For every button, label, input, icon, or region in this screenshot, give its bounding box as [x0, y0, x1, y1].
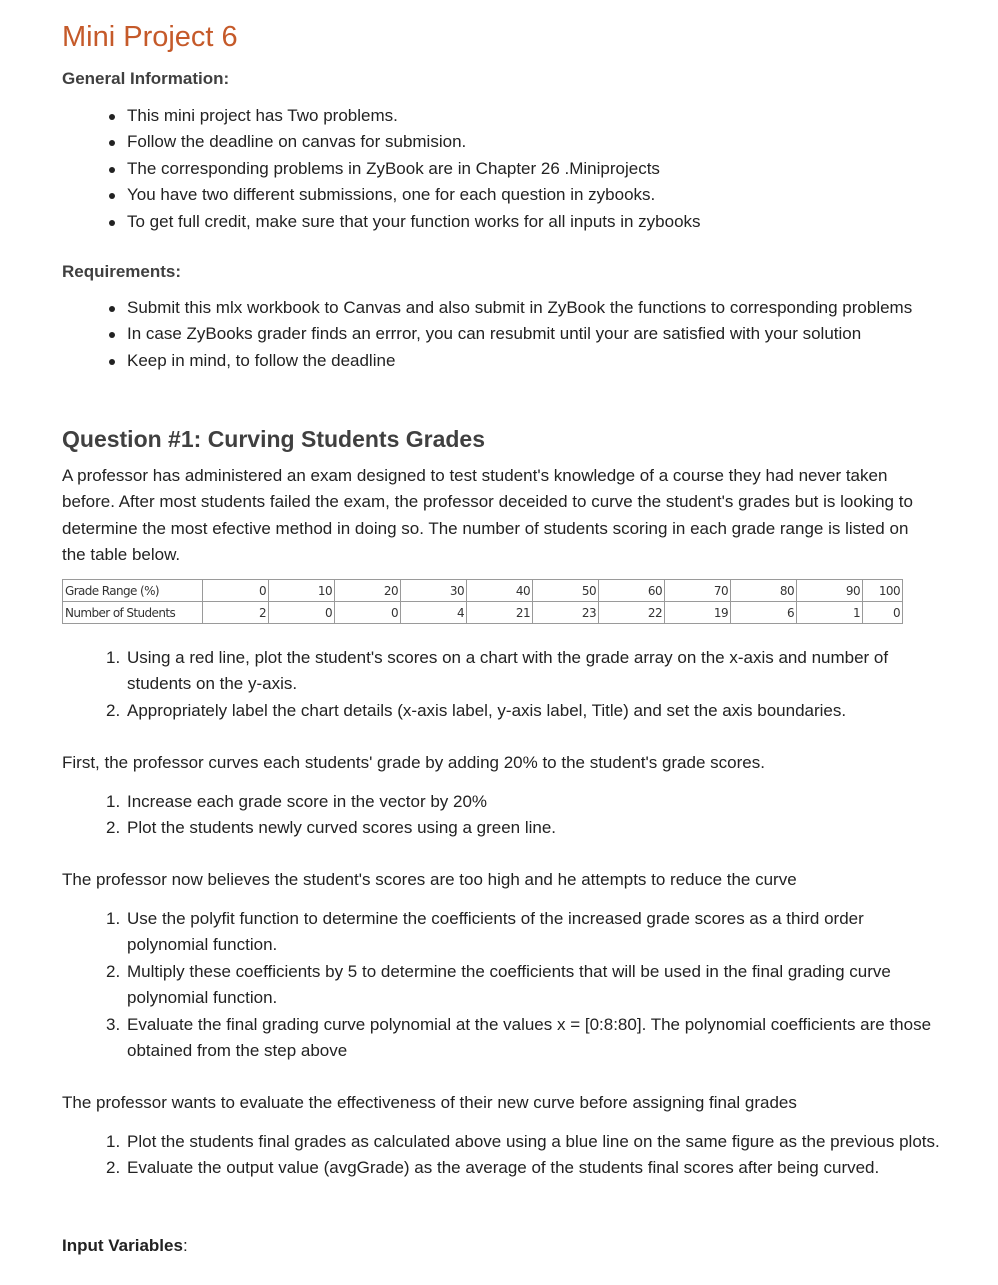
table-cell: 0 [269, 602, 335, 624]
page-title: Mini Project 6 [62, 21, 238, 53]
table-row [63, 602, 903, 624]
table-row [63, 580, 903, 602]
table-cell: 22 [599, 602, 665, 624]
list-item: The corresponding problems in ZyBook are in Chapter 26 .Miniprojects [62, 156, 942, 182]
list-item: 1. Increase each grade score in the vector by 20% [106, 792, 488, 811]
list-item: You have two different submissions, one for each question in zybooks. [62, 182, 942, 208]
table-cell: 4 [401, 602, 467, 624]
table-cell: 0 [863, 602, 903, 624]
grade-table [62, 579, 903, 624]
table-row-label: Number of Students [63, 602, 203, 624]
list-item: 1. Using a red line, plot the student's scores on a chart with the grade array on the x-axis and number of students on the y-axis. [106, 648, 889, 694]
table-cell: 6 [731, 602, 797, 624]
requirements-list [62, 295, 922, 374]
steps-list-1 [62, 645, 942, 724]
table-cell: 19 [665, 602, 731, 624]
list-item: 1. Use the polyfit function to determine the coefficients of the increased grade scores as a third order polynomial function. [106, 909, 864, 955]
table-cell: 40 [467, 580, 533, 602]
question-title: Question #1: Curving Students Grades [62, 426, 486, 452]
list-item: This mini project has Two problems. [62, 103, 942, 129]
list-item: 2. Appropriately label the chart details (x-axis label, y-axis label, Title) and set the axis boundaries. [106, 700, 847, 720]
list-item: 3. Evaluate the final grading curve polynomial at the values x = [0:8:80]. The polynomial coefficients are those obtained from the step above [106, 1014, 932, 1061]
table-cell: 30 [401, 580, 467, 602]
table-cell: 20 [335, 580, 401, 602]
table-cell: 0 [203, 580, 269, 602]
requirements-heading: Requirements: [62, 262, 182, 281]
table-cell: 70 [665, 580, 731, 602]
steps-list-2 [62, 789, 942, 842]
table-cell: 0 [335, 602, 401, 624]
list-item: In case ZyBooks grader finds an errror, you can resubmit until your are satisfied with your solution [62, 321, 922, 347]
table-cell: 80 [731, 580, 797, 602]
table-cell: 1 [797, 602, 863, 624]
list-item: Submit this mlx workbook to Canvas and also submit in ZyBook the functions to corresponding problems [62, 295, 922, 321]
list-item: 2. Evaluate the output value (avgGrade) as the average of the students final scores after being curved. [106, 1158, 880, 1178]
paragraph-curve-add: First, the professor curves each students' grade by adding 20% to the student's grade scores. [62, 753, 765, 772]
general-info-list [62, 103, 942, 235]
general-info-heading: General Information: [62, 69, 230, 88]
table-cell: 90 [797, 580, 863, 602]
table-cell: 10 [269, 580, 335, 602]
list-item: 2. Plot the students newly curved scores using a green line. [106, 818, 557, 838]
list-item: Keep in mind, to follow the deadline [62, 348, 922, 374]
table-cell: 21 [467, 602, 533, 624]
list-item: To get full credit, make sure that your function works for all inputs in zybooks [62, 209, 942, 235]
table-cell: 60 [599, 580, 665, 602]
question-intro: A professor has administered an exam designed to test student's knowledge of a course they had never taken before. After most students failed the exam, the professor deceided to curve the student's grades but is looking to determine the most efective method in doing so. The number of students scoring in each grade range is listed on the table below. [62, 466, 913, 565]
list-item: Follow the deadline on canvas for submision. [62, 129, 942, 155]
paragraph-reduce-curve: The professor now believes the student's scores are too high and he attempts to reduce the curve [62, 870, 797, 889]
table-cell: 2 [203, 602, 269, 624]
paragraph-evaluate: The professor wants to evaluate the effectiveness of their new curve before assigning final grades [62, 1093, 797, 1112]
table-row-label: Grade Range (%) [63, 580, 203, 602]
steps-list-4 [62, 1129, 942, 1182]
steps-list-3 [62, 906, 942, 1064]
table-cell: 100 [863, 580, 903, 602]
input-variables-label: Input Variables: [62, 1236, 188, 1255]
table-cell: 23 [533, 602, 599, 624]
list-item: 1. Plot the students final grades as calculated above using a blue line on the same figure as the previous plots. [106, 1132, 940, 1151]
list-item: 2. Multiply these coefficients by 5 to determine the coefficients that will be used in the final grading curve polynomial function. [106, 961, 891, 1008]
table-cell: 50 [533, 580, 599, 602]
